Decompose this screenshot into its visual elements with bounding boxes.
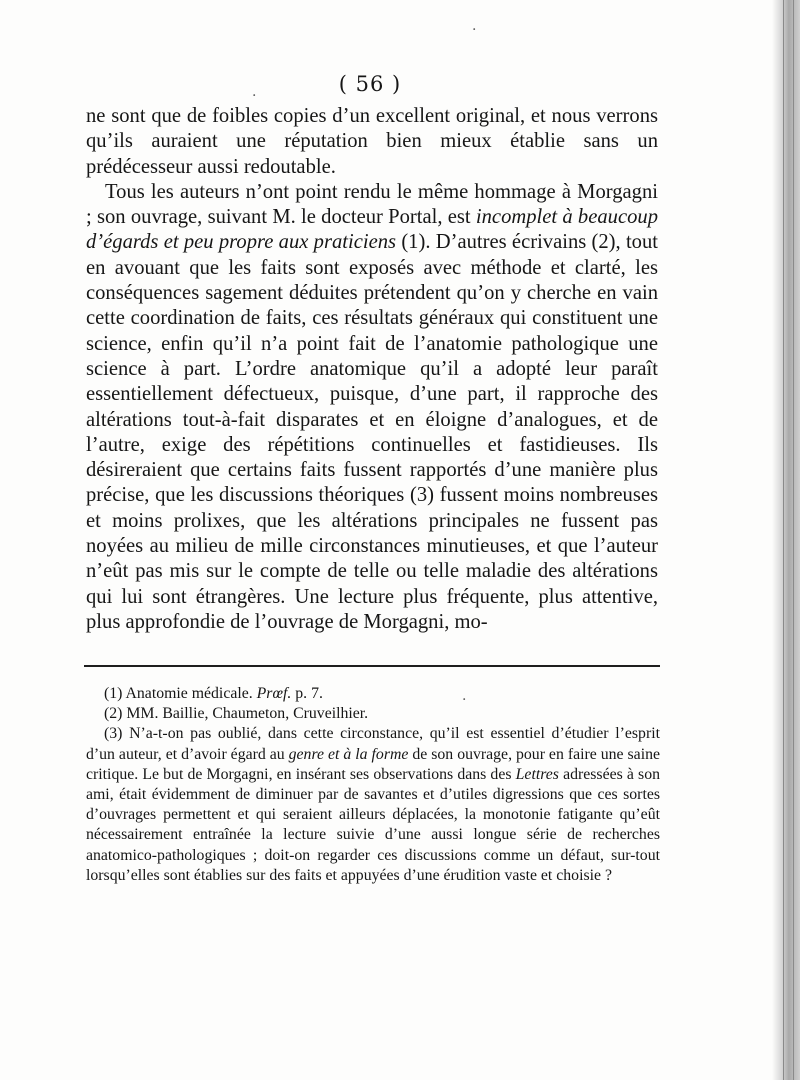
print-speck: · xyxy=(462,692,467,708)
footnote-2 xyxy=(86,704,660,724)
text-run: (2) MM. Baillie, Chaumeton, Cruveilhier. xyxy=(104,705,369,723)
spine-edge-line xyxy=(793,0,794,1080)
footnote-1 xyxy=(86,684,660,704)
text-run: adressées à son ami, était évidemment de diminuer par de savantes et d’utiles digressions que ces sortes d’ouvrages permettent et qui seraient ailleurs déplacées, la monotonie fatigante qu’eût nécessairement entraînée la lecture suivie d’une aussi longue série de recherches anatomico-pathologiques ; doit-on regarder ces discussions comme un défaut, sur-tout lorsqu’elles sont établies sur des faits et appuyées d’une érudition vaste et choisie ? xyxy=(86,765,660,884)
italic-text-run: Prœf. xyxy=(256,685,292,702)
text-run: p. 7. xyxy=(291,685,323,702)
main-text xyxy=(86,104,658,635)
print-speck: · xyxy=(472,22,477,38)
text-run: (1). D’autres écrivains (2), tout en avouant que les faits sont exposés avec méthode et clarté, les conséquences sagement déduites prétendent qu’on y cherche en vain cette coordination de faits, ces résultats généraux qui constituent une science, enfin qu’il n’a point fait de l’anatomie pathologique une science à part. L’ordre anatomique qu’il a adopté leur paraît essentiellement défectueux, puisque, d’une part, il rapproche des altérations tout-à-fait disparates et en éloigne d’analogues, et de l’autre, exige des répétitions continuelles et fastidieuses. Ils désireraient que certains faits fussent rapportés d’une manière plus précise, que les discussions théoriques (3) fussent moins nombreuses et moins prolixes, que les altérations principales ne fussent pas noyées au milieu de mille circonstances minutieuses, et que l’auteur n’eût pas mis sur le compte de telle ou telle maladie des altérations qui lui sont étrangères. Une lecture plus fréquente, plus attentive, plus approfondie de l’ouvrage de Morgagni, mo- xyxy=(86,231,658,633)
text-run: Tous les auteurs n’ont point rendu le même hommage à Morgagni ; son ouvrage, suivant M. le docteur Portal, est xyxy=(86,180,658,229)
footnote-separator-rule xyxy=(84,665,660,667)
text-run: de son ouvrage, pour en faire une saine critique. Le but de Morgagni, en insérant ses observations dans des xyxy=(86,745,660,783)
print-speck: · xyxy=(252,88,257,104)
text-run: (1) Anatomie médicale. xyxy=(104,685,257,702)
italic-text-run: Lettres xyxy=(515,765,559,783)
page-number: ( 56 ) xyxy=(338,72,402,96)
paragraph-2 xyxy=(86,180,658,635)
footnotes xyxy=(86,684,660,886)
book-spine-shadow xyxy=(772,0,800,1080)
italic-text-run: incomplet à beaucoup d’égards et peu propre aux praticiens xyxy=(86,206,658,254)
paragraph-1: ne sont que de foibles copies d’un excellent original, et nous verrons qu’ils auraient une réputation bien mieux établie sans un prédécesseur aussi redoutable. xyxy=(86,105,658,178)
text-run: (3) N’a-t-on pas oublié, dans cette circonstance, qu’il est essentiel d’étudier l’esprit d’un auteur, et d’avoir égard au xyxy=(86,725,660,763)
italic-text-run: genre et à la forme xyxy=(288,745,409,763)
spine-edge-line xyxy=(783,0,784,1080)
footnote-3 xyxy=(86,724,660,886)
